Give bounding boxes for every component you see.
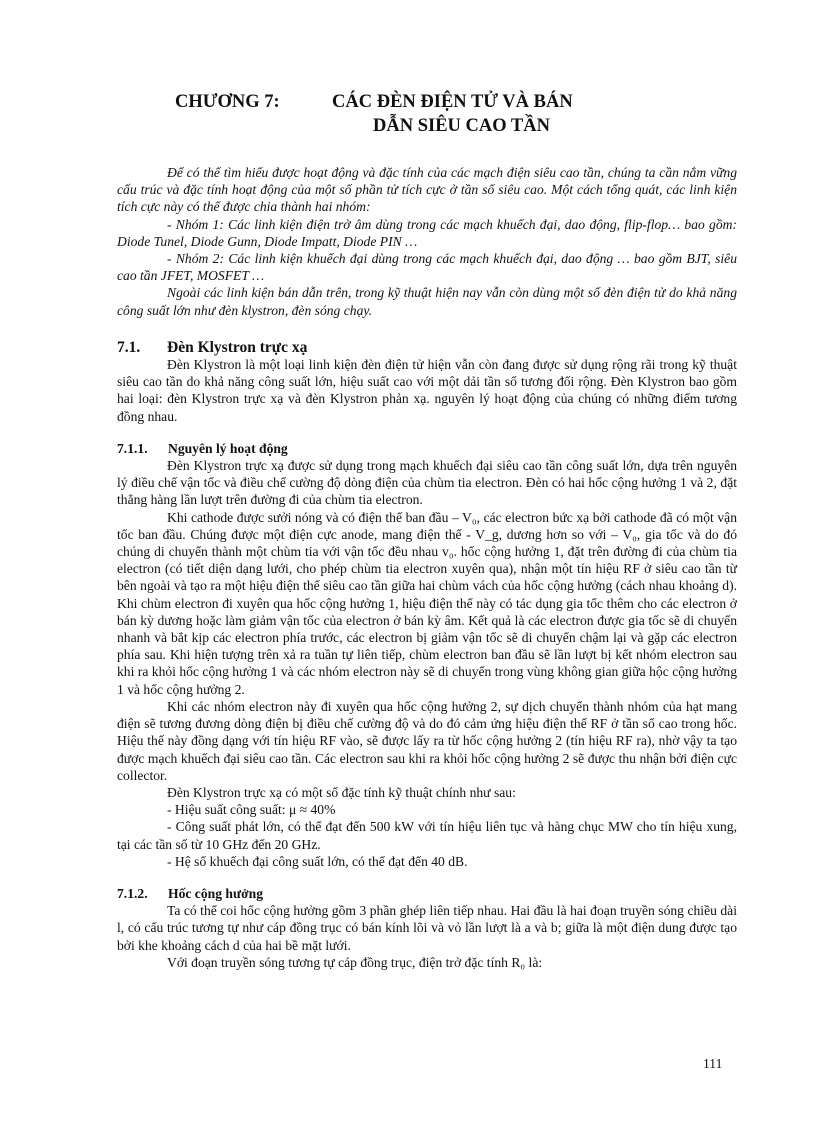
section-heading-7-1-2 — [117, 885, 737, 902]
body-paragraph: Đèn Klystron trực xạ được sử dụng trong mạch khuếch đại siêu cao tần công suất lớn, dựa trên nguyên lý điều chế vận tốc và điều chế cường độ dòng điện của chùm tia electron. Đèn có hai hốc cộng hưởng 1 và 2, đặt thẳng hàng lần lượt trên đường đi của chùm tia electron. — [117, 458, 737, 508]
body-paragraph: Khi cathode được sưởi nóng và có điện thế ban đầu – V₀, các electron bức xạ bởi cathode đã có một vận tốc ban đầu. Chúng được một điện cực anode, mang điện thế - V_g, dương hơn so với – V₀, gia tốc và do đó chúng di chuyển thành một chùm tia với vận tốc đều nhau v₀. hốc cộng hưởng 1, đặt trên đường đi của chùm tia electron (có tiết diện dạng lưới, cho phép chùm tia electron xuyên qua), nhận một tín hiệu RF ở siêu cao tần từ bên ngoài và tạo ra một hiệu điện thế siêu cao tần giữa hai chùm vách của hốc cộng hưởng (cách nhau khoảng d). Khi chùm electron đi xuyên qua hốc cộng hưởng 1, hiệu điện thế này có tác dụng gia tốc thêm cho các electron ở bán kỳ dương hoặc làm giảm vận tốc của electron ở bán kỳ âm. Kết quả là các electron được gia tốc sẽ di chuyển nhanh và bắt kịp các electron phía trước, các electron bị giảm vận tốc sẽ di chuyển chậm lại và gặp các electron phía sau. Khi hiện tượng trên xả ra tuần tự liên tiếp, chùm electron ban đầu sẽ lần lượt bị kết nhóm electron sau khi ra khỏi hốc cộng hưởng 1 và các nhóm electron này sẽ di chuyển trong vùng không gian giữa hộc cộng hưởng 1 và hốc cộng hưởng 2. — [117, 509, 737, 697]
intro-paragraph: - Nhóm 2: Các linh kiện khuếch đại dùng trong các mạch khuếch đại, dao động … bao gồm BJT, siêu cao tần JFET, MOSFET … — [117, 251, 737, 284]
section-number: 7.1.2. — [117, 885, 148, 901]
section-title: Nguyên lý hoạt động — [168, 440, 288, 456]
body-paragraph: Ta có thể coi hốc cộng hưởng gồm 3 phần ghép liên tiếp nhau. Hai đầu là hai đoạn truyền sóng chiều dài l, có cấu trúc tương tự như cáp đồng trục có bán kính lõi và vỏ lần lượt là a và b; giữa là một điện dung được tạo bởi khe khoảng cách d của hai bề mặt lưới. — [117, 903, 737, 953]
spec-item: - Công suất phát lớn, có thể đạt đến 500 kW với tín hiệu liên tục và hàng chục MW cho tín hiệu xung, tại các tần số từ 10 GHz đến 20 GHz. — [117, 819, 737, 852]
body-paragraph: Khi các nhóm electron này đi xuyên qua hốc cộng hưởng 2, sự dịch chuyển thành nhóm của hạt mang điện sẽ tương đương dòng điện bị điều chế cường độ và do đó cảm ứng hiệu điện thế RF ở tần số cao trong hốc. Hiệu thế này đồng dạng với tín hiệu RF vào, sẽ được lấy ra từ hốc cộng hưởng 2 (tín hiệu RF ra), nhờ vậy ta tạo được mạch khuếch đại siêu cao tần. Các electron sau khi ra khỏi hốc cộng hưởng 2 sẽ được thu nhận bởi điện cực collector. — [117, 698, 737, 783]
intro-block — [117, 164, 737, 319]
section-title: Hốc cộng hưởng — [168, 885, 263, 901]
section-number: 7.1. — [117, 338, 141, 356]
chapter-heading — [117, 90, 737, 138]
body-paragraph: Đèn Klystron là một loại linh kiện đèn điện tử hiện vẫn còn đang được sử dụng rộng rãi trong kỹ thuật siêu cao tần do khả năng công suất lớn, hiệu suất cao với một dải tần số tương đối rộng. Đèn Klystron bao gồm hai loại: đèn Klystron trực xạ và đèn Klystron phản xạ. nguyên lý hoạt động của chúng có những điểm tương đồng nhau. — [117, 357, 737, 424]
intro-paragraph: Để có thể tìm hiểu được hoạt động và đặc tính của các mạch điện siêu cao tần, chúng ta cần nắm vững cấu trúc và đặc tính hoạt động của một số phần tử tích cực ở tần số siêu cao. Một cách tổng quát, các linh kiện tích cực này có thể được chia thành hai nhóm: — [117, 165, 737, 215]
section-number: 7.1.1. — [117, 440, 148, 456]
section-heading-7-1-1 — [117, 440, 737, 457]
spec-item: - Hiệu suất công suất: μ ≈ 40% — [167, 802, 336, 818]
spec-item: - Hệ số khuếch đại công suất lớn, có thể đạt đến 40 dB. — [167, 853, 468, 869]
intro-paragraph: - Nhóm 1: Các linh kiện điện trở âm dùng trong các mạch khuếch đại, dao động, flip-flop… bao gồm: Diode Tunel, Diode Gunn, Diode Impatt, Diode PIN … — [117, 216, 737, 249]
intro-paragraph: Ngoài các linh kiện bán dẫn trên, trong kỹ thuật hiện nay vẫn còn dùng một số đèn điện tử do khả năng công suất lớn như đèn klystron, đèn sóng chạy. — [117, 285, 737, 318]
chapter-title-line2: DẪN SIÊU CAO TẦN — [373, 116, 550, 136]
body-paragraph: Đèn Klystron trực xạ có một số đặc tính kỹ thuật chính như sau: — [167, 784, 516, 800]
body-paragraph: Với đoạn truyền sóng tương tự cáp đồng trục, điện trở đặc tính R₀ là: — [167, 954, 543, 970]
section-title: Đèn Klystron trực xạ — [167, 338, 308, 356]
chapter-title-line1: CÁC ĐÈN ĐIỆN TỬ VÀ BÁN — [332, 92, 573, 112]
page-number: 111 — [703, 1056, 723, 1071]
chapter-number: CHƯƠNG 7: — [175, 92, 280, 112]
page-content — [117, 90, 737, 971]
section-heading-7-1 — [117, 339, 737, 356]
